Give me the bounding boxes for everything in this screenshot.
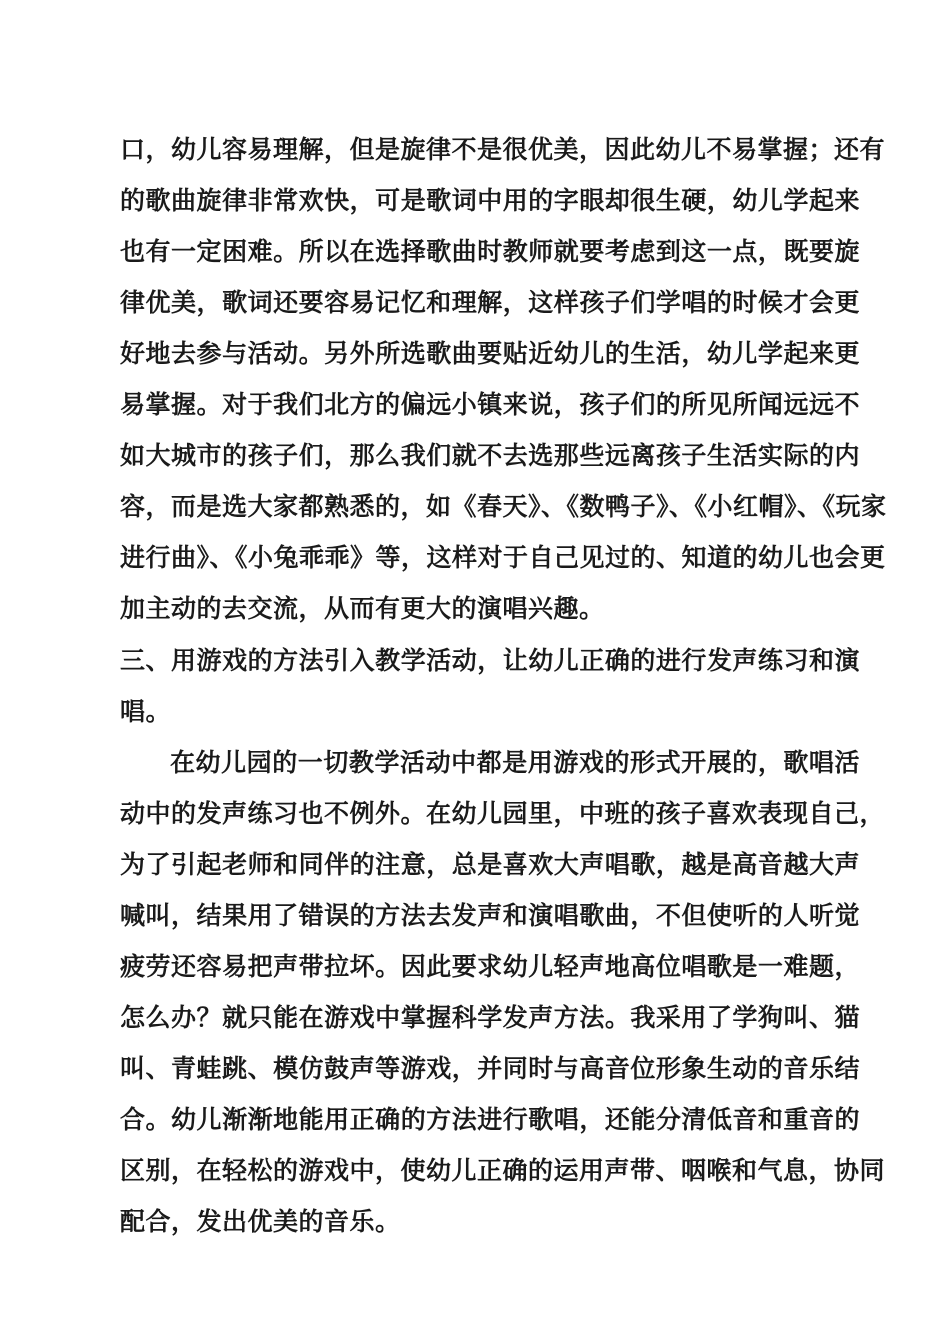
heading-line: 唱。 — [120, 697, 172, 726]
text-line: 的歌曲旋律非常欢快，可是歌词中用的字眼却很生硬，幼儿学起来 — [120, 186, 860, 215]
section-heading-three — [120, 635, 860, 737]
text-line: 律优美，歌词还要容易记忆和理解，这样孩子们学唱的时候才会更 — [120, 288, 860, 317]
text-line: 在幼儿园的一切教学活动中都是用游戏的形式开展的，歌唱活 — [170, 748, 860, 777]
text-line: 区别，在轻松的游戏中，使幼儿正确的运用声带、咽喉和气息，协同 — [120, 1156, 886, 1185]
text-line: 好地去参与活动。另外所选歌曲要贴近幼儿的生活，幼儿学起来更 — [120, 339, 860, 368]
text-line: 容，而是选大家都熟悉的，如《春天》、《数鸭子》、《小红帽》、《玩家 — [120, 492, 887, 521]
text-line: 喊叫，结果用了错误的方法去发声和演唱歌曲，不但使听的人听觉 — [120, 901, 860, 930]
text-line: 怎么办？就只能在游戏中掌握科学发声方法。我采用了学狗叫、猫 — [120, 1003, 860, 1032]
paragraph-song-selection — [120, 124, 887, 634]
text-line: 动中的发声练习也不例外。在幼儿园里，中班的孩子喜欢表现自己， — [120, 799, 886, 828]
text-line: 进行曲》、《小兔乖乖》等，这样对于自己见过的、知道的幼儿也会更 — [120, 543, 886, 572]
heading-line: 三、用游戏的方法引入教学活动，让幼儿正确的进行发声练习和演 — [120, 646, 860, 675]
text-line: 口，幼儿容易理解，但是旋律不是很优美，因此幼儿不易掌握；还有 — [120, 135, 886, 164]
text-line: 如大城市的孩子们，那么我们就不去选那些远离孩子生活实际的内 — [120, 441, 860, 470]
text-line: 合。幼儿渐渐地能用正确的方法进行歌唱，还能分清低音和重音的 — [120, 1105, 860, 1134]
text-line: 也有一定困难。所以在选择歌曲时教师就要考虑到这一点，既要旋 — [120, 237, 860, 266]
paragraph-game-method — [120, 737, 886, 1247]
text-line: 疲劳还容易把声带拉坏。因此要求幼儿轻声地高位唱歌是一难题， — [120, 952, 860, 981]
text-line: 加主动的去交流，从而有更大的演唱兴趣。 — [120, 594, 605, 623]
text-line: 为了引起老师和同伴的注意，总是喜欢大声唱歌，越是高音越大声 — [120, 850, 860, 879]
text-line: 配合，发出优美的音乐。 — [120, 1207, 401, 1236]
text-line: 易掌握。对于我们北方的偏远小镇来说，孩子们的所见所闻远远不 — [120, 390, 860, 419]
text-line: 叫、青蛙跳、模仿鼓声等游戏，并同时与高音位形象生动的音乐结 — [120, 1054, 860, 1083]
